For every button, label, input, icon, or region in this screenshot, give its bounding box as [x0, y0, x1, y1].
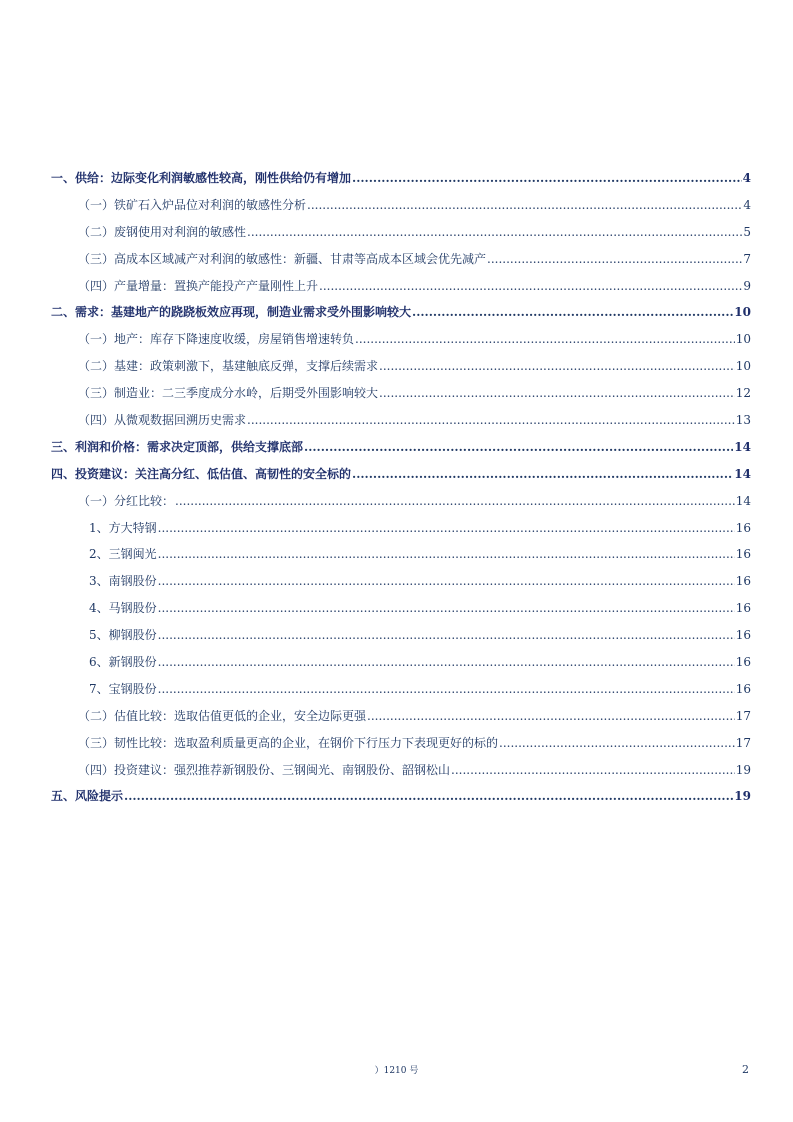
toc-section-entry[interactable] — [51, 251, 751, 278]
toc-leader-dots — [247, 412, 735, 429]
toc-entry-title: 四、投资建议：关注高分红、低估值、高韧性的安全标的 — [51, 466, 352, 481]
toc-leader-dots — [379, 358, 735, 375]
table-of-contents — [51, 170, 751, 815]
toc-entry-page: 14 — [734, 439, 751, 454]
toc-entry-title: （二）废钢使用对利润的敏感性 — [78, 224, 247, 239]
toc-entry-title: 二、需求：基建地产的跷跷板效应再现，制造业需求受外围影响较大 — [51, 305, 412, 320]
toc-section-entry[interactable] — [51, 224, 751, 251]
toc-entry-title: 5、柳钢股份 — [89, 628, 157, 643]
toc-entry-title: （一）地产：库存下降速度收缓，房屋销售增速转负 — [78, 332, 355, 347]
toc-entry-page: 4 — [743, 197, 751, 212]
toc-entry-title: 7、宝钢股份 — [89, 681, 157, 696]
toc-subsection-entry[interactable] — [51, 654, 751, 681]
toc-entry-title: 2、三钢闽光 — [89, 547, 157, 562]
toc-leader-dots — [158, 654, 735, 671]
toc-entry-page: 17 — [735, 735, 751, 750]
toc-entry-page: 17 — [735, 708, 751, 723]
toc-entry-page: 16 — [735, 574, 751, 589]
toc-entry-page: 10 — [735, 359, 751, 374]
toc-subsection-entry[interactable] — [51, 573, 751, 600]
toc-section-entry[interactable] — [51, 331, 751, 358]
toc-section-entry[interactable] — [51, 708, 751, 735]
toc-leader-dots — [487, 251, 742, 268]
toc-leader-dots — [124, 788, 733, 805]
toc-leader-dots — [158, 681, 735, 698]
toc-entry-page: 9 — [743, 278, 751, 293]
toc-entry-title: （二）估值比较：选取估值更低的企业，安全边际更强 — [78, 708, 367, 723]
toc-entry-title: （四）从微观数据回溯历史需求 — [78, 413, 247, 428]
toc-entry-title: 五、风险提示 — [51, 789, 124, 804]
toc-entry-page: 10 — [734, 305, 751, 320]
toc-subsection-entry[interactable] — [51, 546, 751, 573]
toc-entry-page: 19 — [735, 762, 751, 777]
toc-entry-page: 16 — [735, 628, 751, 643]
toc-entry-title: （三）高成本区域减产对利润的敏感性：新疆、甘肃等高成本区域会优先减产 — [78, 251, 487, 266]
toc-entry-page: 16 — [735, 520, 751, 535]
toc-leader-dots — [158, 627, 735, 644]
toc-entry-page: 7 — [743, 251, 751, 266]
toc-entry-title: 3、南钢股份 — [89, 574, 157, 589]
toc-leader-dots — [175, 493, 735, 510]
toc-subsection-entry[interactable] — [51, 520, 751, 547]
toc-entry-page: 12 — [735, 386, 751, 401]
toc-entry-title: （三）制造业：二三季度成分水岭，后期受外围影响较大 — [78, 386, 379, 401]
toc-entry-page: 14 — [735, 493, 751, 508]
toc-leader-dots — [352, 170, 742, 187]
toc-entry-title: （四）投资建议：强烈推荐新钢股份、三钢闽光、南钢股份、韶钢松山 — [78, 762, 451, 777]
toc-entry-page: 5 — [743, 224, 751, 239]
toc-leader-dots — [158, 546, 735, 563]
toc-section-entry[interactable] — [51, 735, 751, 762]
toc-section-entry[interactable] — [51, 358, 751, 385]
toc-entry-title: 4、马钢股份 — [89, 601, 157, 616]
toc-section-entry[interactable] — [51, 762, 751, 789]
toc-leader-dots — [352, 466, 733, 483]
toc-leader-dots — [158, 573, 735, 590]
toc-entry-page: 16 — [735, 655, 751, 670]
toc-subsection-entry[interactable] — [51, 681, 751, 708]
toc-entry-title: （三）韧性比较：选取盈利质量更高的企业，在钢价下行压力下表现更好的标的 — [78, 735, 499, 750]
toc-entry-page: 4 — [742, 171, 751, 185]
toc-chapter-entry[interactable] — [51, 439, 751, 466]
toc-leader-dots — [451, 762, 735, 779]
toc-entry-page: 16 — [735, 601, 751, 616]
toc-leader-dots — [379, 385, 735, 402]
toc-entry-title: （二）基建：政策刺激下，基建触底反弹，支撑后续需求 — [78, 359, 379, 374]
toc-leader-dots — [158, 520, 735, 537]
toc-entry-title: （一）分红比较： — [78, 493, 175, 508]
toc-leader-dots — [412, 304, 733, 321]
toc-entry-page: 10 — [735, 332, 751, 347]
toc-chapter-entry[interactable] — [51, 170, 751, 197]
page-number: 2 — [742, 1063, 749, 1076]
toc-chapter-entry[interactable] — [51, 466, 751, 493]
toc-section-entry[interactable] — [51, 412, 751, 439]
toc-entry-page: 13 — [735, 413, 751, 428]
toc-leader-dots — [319, 278, 742, 295]
toc-leader-dots — [367, 708, 735, 725]
toc-leader-dots — [499, 735, 735, 752]
toc-entry-title: 1、方大特钢 — [89, 520, 157, 535]
toc-entry-page: 16 — [735, 547, 751, 562]
toc-section-entry[interactable] — [51, 197, 751, 224]
footer-report-number: ）1210 号 — [374, 1066, 419, 1076]
toc-section-entry[interactable] — [51, 385, 751, 412]
toc-section-entry[interactable] — [51, 493, 751, 520]
toc-entry-page: 14 — [734, 466, 751, 481]
toc-leader-dots — [355, 331, 735, 348]
toc-leader-dots — [158, 600, 735, 617]
toc-entry-title: 6、新钢股份 — [89, 655, 157, 670]
toc-leader-dots — [307, 197, 742, 214]
toc-section-entry[interactable] — [51, 278, 751, 305]
toc-chapter-entry[interactable] — [51, 788, 751, 815]
toc-subsection-entry[interactable] — [51, 600, 751, 627]
toc-leader-dots — [304, 439, 733, 456]
toc-entry-page: 16 — [735, 681, 751, 696]
toc-entry-page: 19 — [734, 789, 751, 804]
toc-leader-dots — [247, 224, 742, 241]
toc-entry-title: （一）铁矿石入炉品位对利润的敏感性分析 — [78, 197, 307, 212]
toc-chapter-entry[interactable] — [51, 304, 751, 331]
toc-entry-title: （四）产量增量：置换产能投产产量刚性上升 — [78, 278, 319, 293]
toc-entry-title: 一、供给：边际变化利润敏感性较高，刚性供给仍有增加 — [51, 171, 352, 185]
toc-entry-title: 三、利润和价格：需求决定顶部，供给支撑底部 — [51, 439, 304, 454]
toc-subsection-entry[interactable] — [51, 627, 751, 654]
